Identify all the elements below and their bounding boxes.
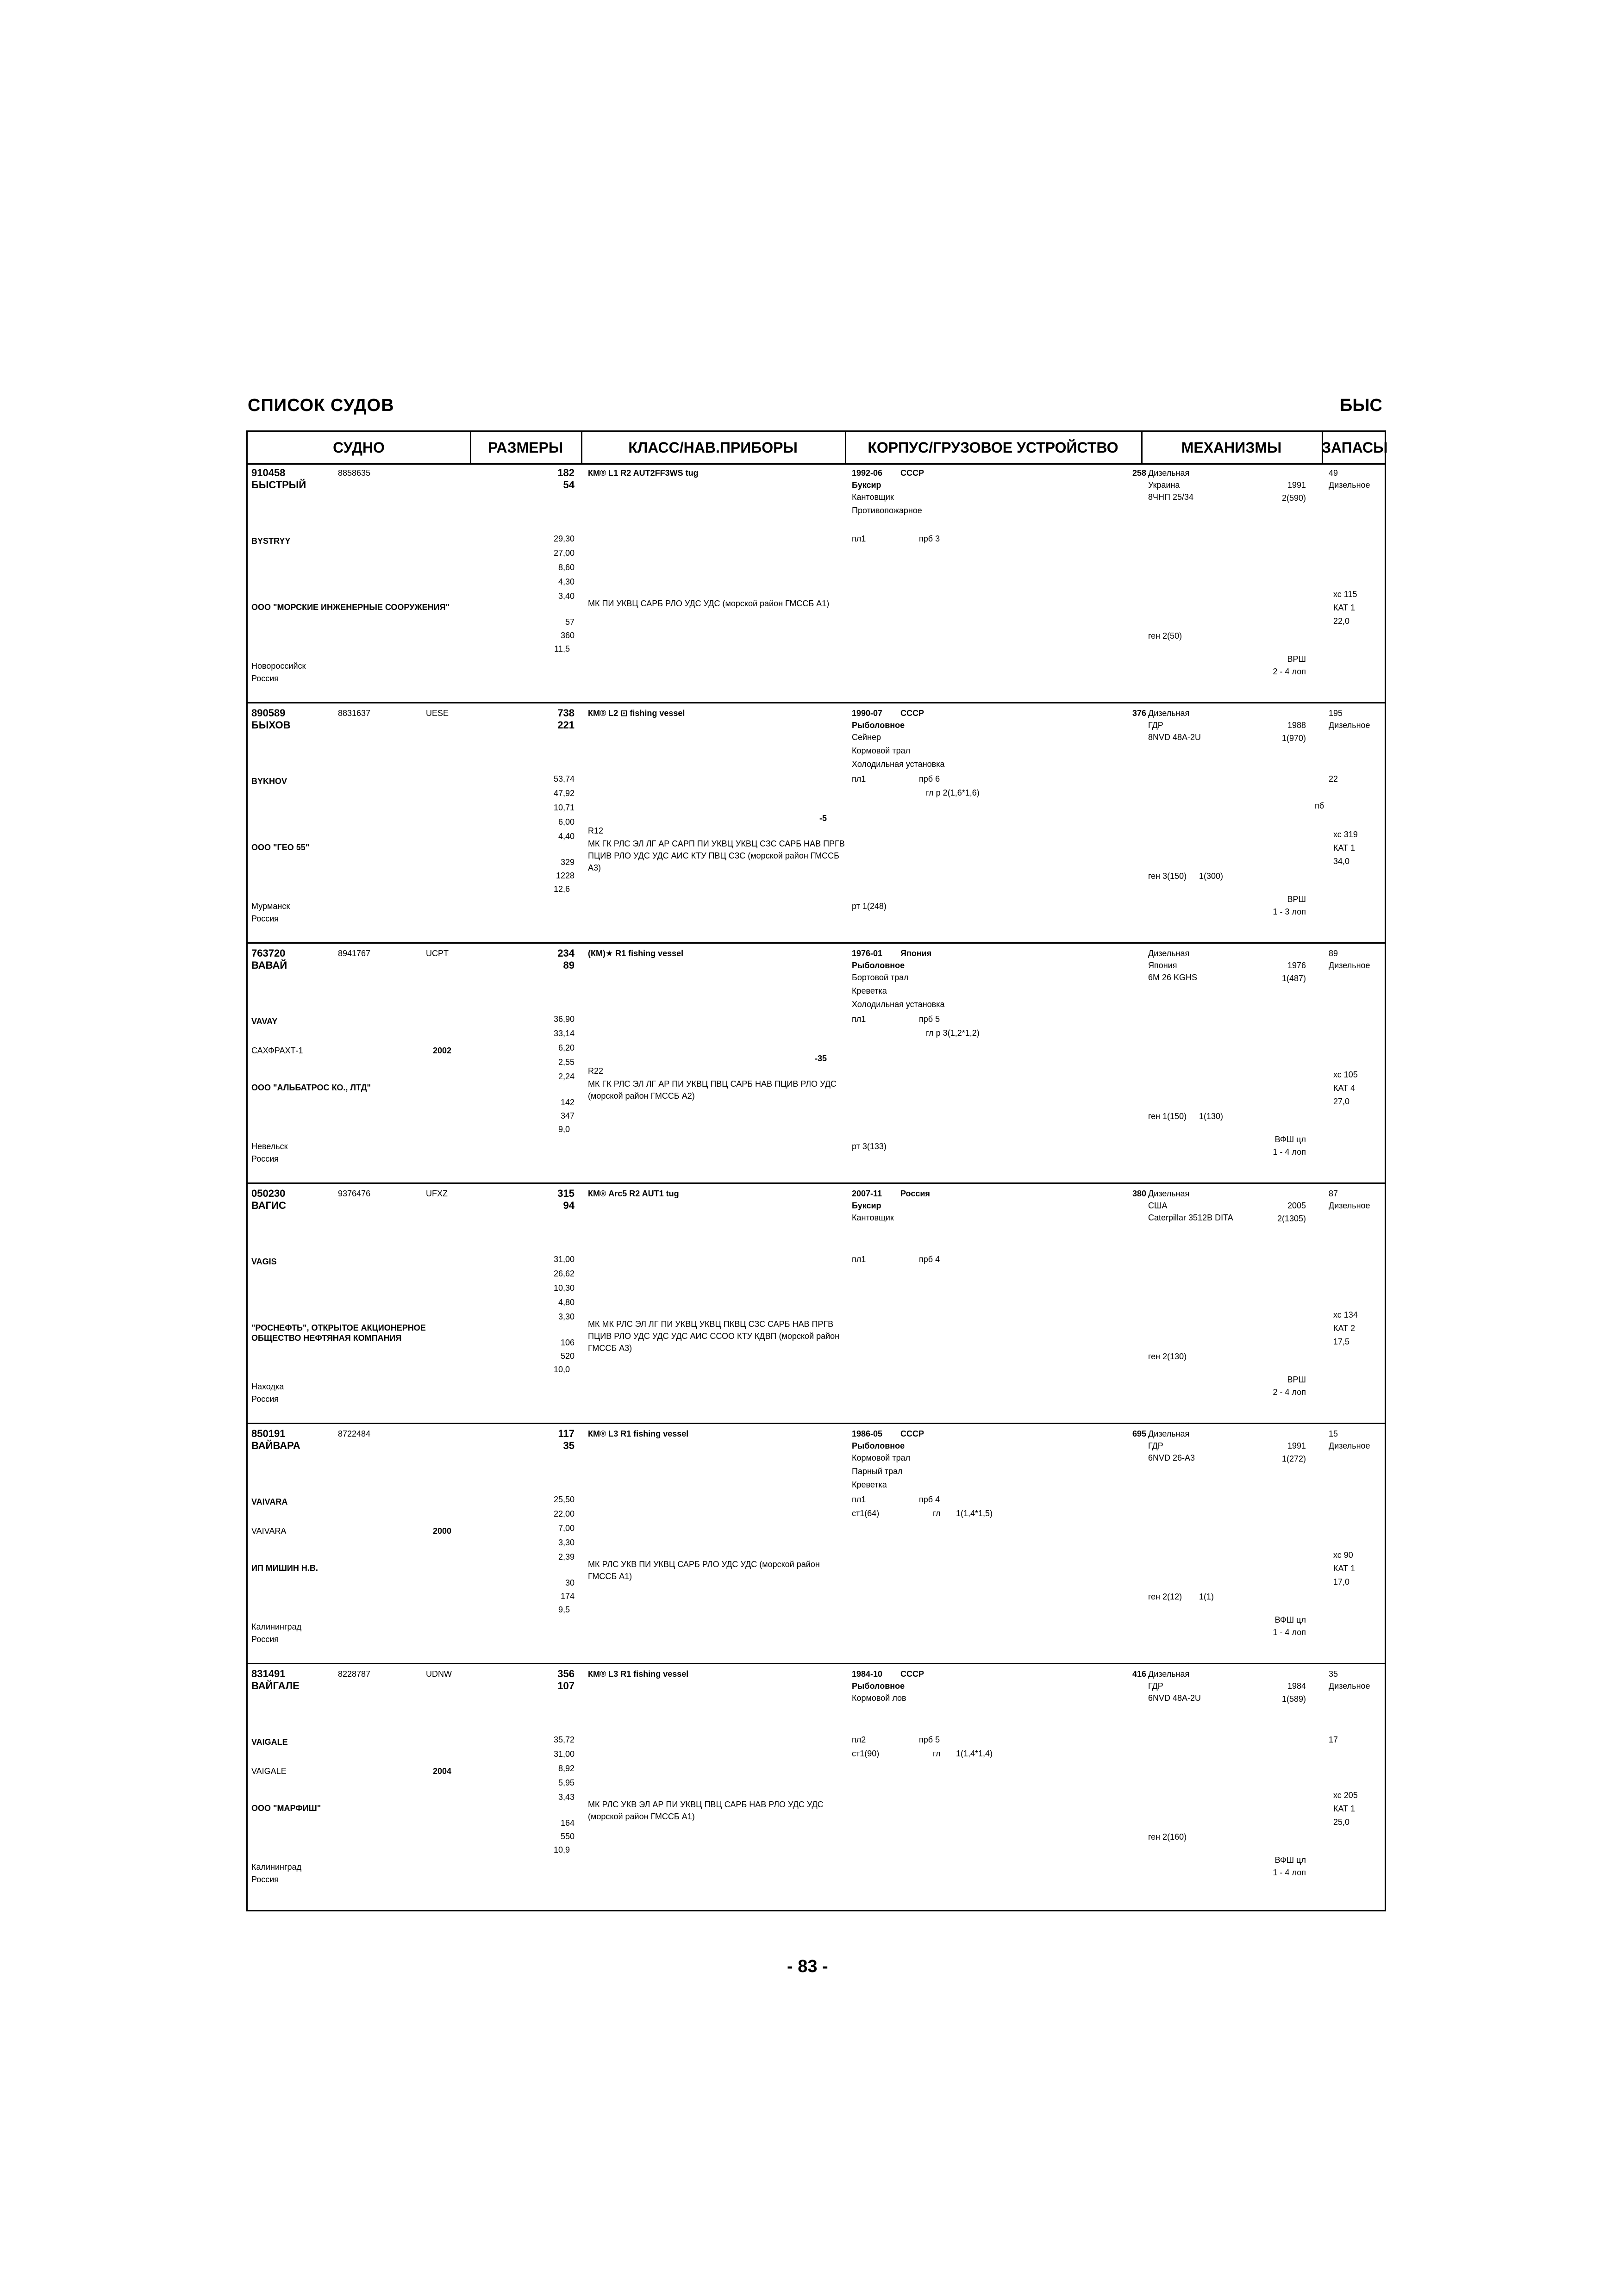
fuel-type: Дизельное [1329,1681,1370,1691]
dimension-value: 6,00 [558,817,575,827]
table-header [248,432,1388,465]
imo-number: 8858635 [338,468,371,478]
engine-year: 1984 [1287,1681,1306,1691]
vessel-type: Буксир [852,1201,881,1210]
engine-year: 1988 [1287,721,1306,730]
hatch-label: гл [933,1509,941,1518]
fuel-capacity: 89 [1329,949,1338,958]
dimension-value: 29,30 [553,534,575,543]
call-sign: UDNW [426,1669,452,1679]
dimension-value: 4,40 [558,832,575,841]
vessel-type: Рыболовное [852,1441,905,1450]
nav-equipment: МК РЛС УКВ ПИ УКВЦ САРБ РЛО УДС УДС (морской район ГМССБ А1) [588,1560,820,1581]
dimension-value: 2,39 [558,1552,575,1562]
engine-country: Украина [1148,480,1180,490]
holds-count-2: ст1(64) [852,1509,880,1518]
propeller-blades: 1 - 4 лоп [1273,1868,1306,1877]
vessel-name-latin: BYKHOV [251,777,287,786]
reefer-category: КАТ 4 [1333,1083,1355,1093]
vessel-record [248,463,1385,703]
build-country: Япония [900,949,932,958]
engine-power: 1(272) [1281,1454,1306,1463]
vessel-type: Рыболовное [852,1681,905,1691]
holds-count-2: ст1(90) [852,1749,880,1758]
engine-type: Дизельная [1148,1429,1190,1438]
vessel-name: ВАЙВАРА [251,1440,300,1451]
dimension-value: 3,40 [558,591,575,601]
propeller-type: ВФШ цл [1274,1855,1306,1865]
build-country: СССР [900,1429,924,1438]
hull-feature: Бортовой трал [852,973,909,982]
previous-name: VAIVARA [251,1526,287,1536]
previous-name: САХФРАХТ-1 [251,1046,303,1055]
net-tonnage: 221 [557,719,575,731]
dimension-value: 22,00 [553,1509,575,1518]
propeller-blades: 2 - 4 лоп [1273,1388,1306,1397]
gross-tonnage: 356 [557,1668,575,1680]
capacity-value: 30 [565,1578,575,1587]
generators: ген 2(160) [1148,1832,1187,1842]
propeller-type: ВФШ цл [1274,1615,1306,1624]
dimension-value: 2,24 [558,1072,575,1081]
generators: ген 2(50) [1148,631,1182,641]
holds-detail: прб 5 [919,1014,940,1024]
capacity-value: 347 [560,1111,575,1120]
flag-country: Россия [251,674,279,683]
holds-count: пл1 [852,1255,866,1264]
port-of-registry: Новороссийск [251,661,306,671]
dimension-value: 3,30 [558,1312,575,1321]
engine-type: Дизельная [1148,949,1190,958]
col-dimensions: РАЗМЕРЫ [487,439,563,456]
owner-name: ООО "ГЕО 55" [251,843,310,852]
hatch-size: 1(1,4*1,5) [956,1509,993,1518]
hull-feature: Кантовщик [852,1213,894,1222]
engine-country: Япония [1148,961,1177,970]
hatch-size: 1(1,4*1,4) [956,1749,993,1758]
net-tonnage: 54 [563,479,575,491]
vessel-type: Рыболовное [852,961,905,970]
hull-number: 416 [1132,1669,1146,1679]
registry-number: 763720 [251,947,286,959]
propeller-blades: 1 - 3 лоп [1273,907,1306,916]
engine-country: США [1148,1201,1168,1210]
capacity-value: 57 [565,617,575,627]
vessel-record [248,1184,1385,1424]
vessel-name: БЫХОВ [251,719,291,731]
vessel-record [248,703,1385,944]
reefer-capacity: хс 105 [1333,1070,1358,1079]
hull-number: 258 [1132,468,1146,478]
hull-number: 376 [1132,709,1146,718]
fuel-capacity: 195 [1329,709,1343,718]
dimension-value: 36,90 [553,1014,575,1024]
dimension-value: 4,30 [558,577,575,586]
dimension-value: 2,55 [558,1058,575,1067]
reefer-category: КАТ 1 [1333,603,1355,612]
dimension-value: 27,00 [553,548,575,558]
flag-country: Россия [251,1394,279,1404]
dimension-value: 6,20 [558,1043,575,1052]
propeller-blades: 1 - 4 лоп [1273,1147,1306,1157]
dimension-value: 31,00 [553,1255,575,1264]
owner-name: ООО "АЛЬБАТРОС КО., ЛТД" [251,1083,371,1092]
port-of-registry: Калининград [251,1622,302,1631]
vessel-name-latin: VAGIS [251,1257,277,1266]
engine-type: Дизельная [1148,1669,1190,1679]
holds-count: пл1 [852,1014,866,1024]
hull-feature: Парный трал [852,1467,903,1476]
hull-feature: Кормовой трал [852,746,911,755]
gross-tonnage: 117 [558,1428,575,1439]
flag-country: Россия [251,914,279,923]
engine-country: ГДР [1148,1441,1163,1450]
engine-power: 1(589) [1281,1694,1306,1704]
engine-type: Дизельная [1148,468,1190,478]
previous-name-year: 2000 [433,1526,452,1536]
capacity-value: 9,0 [558,1125,570,1134]
reefer-capacity: хс 205 [1333,1791,1358,1800]
hull-feature: Противопожарное [852,506,922,515]
owner-name: ИП МИШИН Н.В. [251,1563,318,1573]
hull-feature: Кормовой лов [852,1693,906,1703]
dimension-value: 7,00 [558,1524,575,1533]
reefer-value: 17,5 [1333,1337,1350,1346]
imo-number: 8228787 [338,1669,371,1679]
supply-note: пб [1315,801,1324,810]
dimension-value: 25,50 [553,1495,575,1504]
vessel-name: ВАЙГАЛЕ [251,1680,300,1692]
reefer-value: 17,0 [1333,1577,1350,1587]
dimension-value: 31,00 [553,1749,575,1759]
build-country: Россия [900,1189,930,1198]
nav-equipment: МК ГК РЛС ЭЛ ЛГ АР ПИ УКВЦ ПВЦ САРБ НАВ ПЦИВ РЛО УДС (морской район ГМССБ А2) [588,1079,837,1101]
build-date: 1984-10 [852,1669,883,1679]
call-sign: UCPT [426,949,449,958]
call-sign: UFXZ [426,1189,448,1198]
dimension-value: 3,30 [558,1538,575,1547]
vessel-name: БЫСТРЫЙ [251,479,306,491]
engine-country: ГДР [1148,1681,1163,1691]
generators: ген 2(130) [1148,1352,1187,1361]
vessel-type: Буксир [852,480,881,490]
engine-year: 2005 [1287,1201,1306,1210]
vessel-record [248,944,1385,1184]
gross-tonnage: 738 [557,707,575,719]
hull-number: 380 [1132,1189,1146,1198]
engine-year: 1991 [1287,1441,1306,1450]
owner-name: ООО "МАРФИШ" [251,1804,321,1813]
dimension-value: 8,60 [558,563,575,572]
water-capacity: 22 [1329,774,1338,784]
class-notation: КМ® L2 ⊡ fishing vessel [588,709,685,718]
capacity-value: 329 [560,858,575,867]
dimension-value: 10,30 [553,1283,575,1293]
net-tonnage: 35 [563,1440,575,1451]
hull-number: 695 [1132,1429,1146,1438]
reefer-capacity: хс 319 [1333,830,1358,839]
hatch-detail: гл р 3(1,2*1,2) [926,1028,980,1038]
owner-name: "РОСНЕФТЬ", ОТКРЫТОЕ АКЦИОНЕРНОЕ ОБЩЕСТВО НЕФТЯНАЯ КОМПАНИЯ [251,1323,426,1343]
engine-year: 1991 [1287,480,1306,490]
generators: ген 3(150) [1148,871,1187,881]
holds-detail: прб 4 [919,1495,940,1504]
gross-tonnage: 315 [557,1188,575,1199]
refrigeration: рт 1(248) [852,902,887,911]
owner-name: ООО "МОРСКИЕ ИНЖЕНЕРНЫЕ СООРУЖЕНИЯ" [251,603,450,612]
engine-model: Caterpillar 3512B DITA [1148,1213,1233,1222]
hull-feature: Кормовой трал [852,1453,911,1462]
gross-tonnage: 234 [557,947,575,959]
registry-number: 831491 [251,1668,286,1680]
net-tonnage: 107 [557,1680,575,1692]
flag-country: Россия [251,1875,279,1884]
capacity-value: 106 [560,1338,575,1347]
col-machinery: МЕХАНИЗМЫ [1181,439,1282,456]
vessel-name-latin: VAVAY [251,1017,278,1026]
holds-count: пл1 [852,774,866,784]
water-capacity: 17 [1329,1735,1338,1744]
build-country: СССР [900,468,924,478]
ship-table [246,430,1386,1911]
hull-feature: Сейнер [852,733,881,742]
call-sign: UESE [426,709,449,718]
build-date: 1992-06 [852,468,883,478]
holds-detail: прб 4 [919,1255,940,1264]
previous-name-year: 2002 [433,1046,452,1055]
generators: ген 2(12) [1148,1592,1182,1601]
hull-feature: Креветка [852,1480,887,1489]
vessel-name: ВАГИС [251,1200,286,1211]
nav-equipment: МК ГК РЛС ЭЛ ЛГ АР САРП ПИ УКВЦ УКВЦ СЗС САРБ НАВ ПРГВ ПЦИВ РЛО УДС УДС АИС КТУ ПВЦ СЗС (морской район ГМССБ А3) [588,839,845,872]
engine-country: ГДР [1148,721,1163,730]
vessel-record [248,1664,1385,1904]
nav-equipment: МК МК РЛС ЭЛ ЛГ ПИ УКВЦ УКВЦ ПКВЦ СЗС САРБ НАВ ПРГВ ПЦИВ РЛО УДС УДС УДС АИС ССОО КТУ КДВП (морской район ГМССБ А3) [588,1319,840,1353]
capacity-value: 360 [560,631,575,640]
propeller-type: ВРШ [1287,654,1306,664]
previous-name-year: 2004 [433,1767,452,1776]
propeller-blades: 1 - 4 лоп [1273,1628,1306,1637]
engine-model: 8NVD 48A-2U [1148,733,1201,742]
generators: ген 1(150) [1148,1112,1187,1121]
holds-detail: прб 6 [919,774,940,784]
dimension-value: 47,92 [553,789,575,798]
page-title: СПИСОК СУДОВ [248,396,394,415]
propeller-type: ВРШ [1287,1375,1306,1384]
build-country: СССР [900,709,924,718]
fuel-type: Дизельное [1329,721,1370,730]
propeller-blades: 2 - 4 лоп [1273,667,1306,676]
hatch-label: гл [933,1749,941,1758]
port-of-registry: Мурманск [251,902,290,911]
dimension-value: 26,62 [553,1269,575,1278]
fuel-capacity: 15 [1329,1429,1338,1438]
temperature-note: -5 [819,814,827,823]
previous-name: VAIGALE [251,1767,287,1776]
capacity-value: 10,9 [553,1845,570,1854]
build-date: 2007-11 [852,1189,882,1198]
reefer-capacity: хс 115 [1333,590,1357,599]
capacity-value: 142 [560,1098,575,1107]
holds-count: пл1 [852,534,866,543]
holds-detail: прб 3 [919,534,940,543]
section-code: БЫС [1340,396,1382,415]
propeller-type: ВРШ [1287,895,1306,904]
hull-feature: Холодильная установка [852,759,945,769]
vessel-record [248,1424,1385,1664]
build-date: 1986-05 [852,1429,883,1438]
build-date: 1990-07 [852,709,883,718]
vessel-name-latin: VAIGALE [251,1737,288,1747]
registry-number: 910458 [251,467,286,479]
holds-count: пл2 [852,1735,866,1744]
hull-feature: Кантовщик [852,492,894,502]
dimension-value: 5,95 [558,1778,575,1787]
refrigeration: рт 3(133) [852,1142,887,1151]
ice-class-note: R22 [588,1066,604,1076]
flag-country: Россия [251,1635,279,1644]
reefer-capacity: хс 90 [1333,1550,1353,1560]
engine-type: Дизельная [1148,1189,1190,1198]
generators-2: 1(1) [1199,1592,1214,1601]
net-tonnage: 89 [563,959,575,971]
fuel-type: Дизельное [1329,1201,1370,1210]
holds-count: пл1 [852,1495,866,1504]
reefer-value: 34,0 [1333,857,1350,866]
capacity-value: 1228 [556,871,575,880]
vessel-name-latin: BYSTRYY [251,536,291,546]
dimension-value: 3,43 [558,1792,575,1802]
fuel-capacity: 49 [1329,468,1338,478]
fuel-type: Дизельное [1329,1441,1370,1450]
vessel-name: ВАВАЙ [251,959,287,971]
imo-number: 8941767 [338,949,371,958]
temperature-note: -35 [814,1054,827,1063]
class-notation: (КМ)★ R1 fishing vessel [588,949,684,958]
col-hull: КОРПУС/ГРУЗОВОЕ УСТРОЙСТВО [868,439,1118,456]
port-of-registry: Невельск [251,1142,288,1151]
vessel-type: Рыболовное [852,721,905,730]
hatch-detail: гл р 2(1,6*1,6) [926,788,980,797]
engine-power: 2(1305) [1277,1214,1306,1223]
engine-year: 1976 [1287,961,1306,970]
port-of-registry: Находка [251,1382,284,1391]
reefer-category: КАТ 1 [1333,843,1355,852]
reefer-value: 25,0 [1333,1817,1350,1827]
registry-number: 050230 [251,1188,286,1199]
capacity-value: 10,0 [553,1365,570,1374]
fuel-capacity: 35 [1329,1669,1338,1679]
build-date: 1976-01 [852,949,883,958]
imo-number: 8722484 [338,1429,371,1438]
reefer-category: КАТ 1 [1333,1564,1355,1573]
class-notation: КМ® L1 R2 AUT2FF3WS tug [588,468,699,478]
capacity-value: 11,5 [554,644,570,653]
dimension-value: 10,71 [553,803,575,812]
page-number: - 83 - [787,1957,828,1976]
fuel-type: Дизельное [1329,480,1370,490]
reefer-capacity: хс 134 [1333,1310,1358,1319]
holds-detail: прб 5 [919,1735,940,1744]
port-of-registry: Калининград [251,1862,302,1872]
engine-model: 6NVD 26-A3 [1148,1453,1195,1462]
hull-feature: Холодильная установка [852,1000,945,1009]
engine-power: 2(590) [1281,493,1306,503]
fuel-type: Дизельное [1329,961,1370,970]
fuel-capacity: 87 [1329,1189,1338,1198]
reefer-category: КАТ 1 [1333,1804,1355,1813]
dimension-value: 4,80 [558,1298,575,1307]
generators-2: 1(130) [1199,1112,1224,1121]
capacity-value: 9,5 [558,1605,570,1614]
col-supplies: ЗАПАСЫ [1322,439,1388,456]
dimension-value: 33,14 [553,1029,575,1038]
imo-number: 8831637 [338,709,371,718]
nav-equipment: МК РЛС УКВ ЭЛ АР ПИ УКВЦ ПВЦ САРБ НАВ РЛО УДС УДС (морской район ГМССБ А1) [588,1800,824,1821]
reefer-category: КАТ 2 [1333,1324,1355,1333]
engine-power: 1(487) [1281,974,1306,983]
vessel-name-latin: VAIVARA [251,1497,288,1506]
flag-country: Россия [251,1154,279,1164]
col-class: КЛАСС/НАВ.ПРИБОРЫ [628,439,798,456]
col-vessel: СУДНО [333,439,385,456]
dimension-value: 35,72 [553,1735,575,1744]
hull-feature: Креветка [852,986,887,996]
dimension-value: 53,74 [553,774,575,784]
class-notation: КМ® L3 R1 fishing vessel [588,1669,689,1679]
imo-number: 9376476 [338,1189,371,1198]
ice-class-note: R12 [588,826,604,835]
capacity-value: 12,6 [553,884,570,894]
engine-type: Дизельная [1148,709,1190,718]
capacity-value: 174 [560,1592,575,1601]
gross-tonnage: 182 [557,467,575,479]
dimension-value: 8,92 [558,1764,575,1773]
reefer-value: 22,0 [1333,616,1350,626]
generators-2: 1(300) [1199,871,1224,881]
engine-model: 6NVD 48A-2U [1148,1693,1201,1703]
capacity-value: 520 [560,1351,575,1361]
registry-number: 850191 [251,1428,286,1439]
class-notation: КМ® Arc5 R2 AUT1 tug [588,1189,679,1198]
reefer-value: 27,0 [1333,1097,1350,1106]
engine-model: 6M 26 KGHS [1148,973,1198,982]
engine-power: 1(970) [1281,734,1306,743]
nav-equipment: МК ПИ УКВЦ САРБ РЛО УДС УДС (морской район ГМССБ А1) [588,599,830,608]
engine-model: 8ЧНП 25/34 [1148,492,1193,502]
registry-number: 890589 [251,707,286,719]
net-tonnage: 94 [563,1200,575,1211]
capacity-value: 550 [560,1832,575,1841]
build-country: СССР [900,1669,924,1679]
capacity-value: 164 [560,1818,575,1828]
propeller-type: ВФШ цл [1274,1135,1306,1144]
class-notation: КМ® L3 R1 fishing vessel [588,1429,689,1438]
